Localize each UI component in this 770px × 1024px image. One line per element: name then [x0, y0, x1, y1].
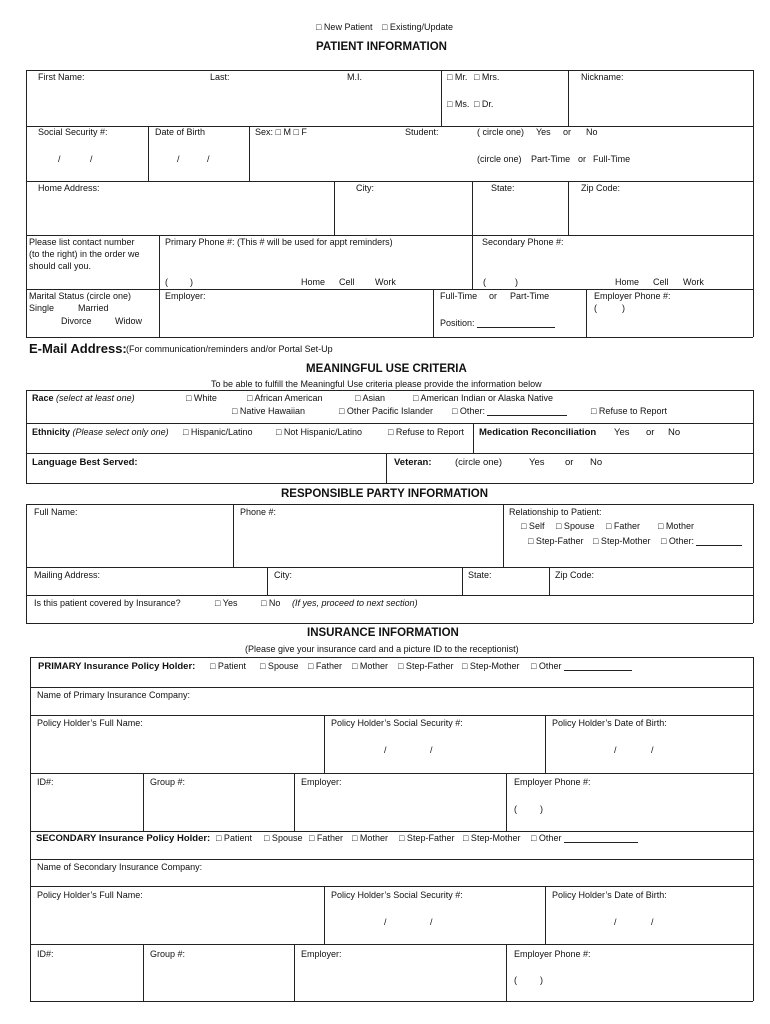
insurance-yes[interactable]: □ Yes — [215, 598, 238, 608]
dob-slash: / — [614, 917, 617, 927]
relationship-father[interactable]: □ Father — [606, 521, 640, 531]
primary-holder-father[interactable]: □ Father — [308, 661, 342, 671]
insurance-note: (If yes, proceed to next section) — [292, 598, 418, 608]
paren: ( — [514, 804, 517, 814]
primary-holder-other[interactable] — [531, 662, 632, 671]
student-no[interactable]: No — [586, 127, 598, 137]
race-asian[interactable]: □ Asian — [355, 393, 385, 403]
last-name-label: Last: — [210, 72, 230, 82]
paren: ) — [540, 804, 543, 814]
secondary-holder-name-label: Policy Holder’s Full Name: — [37, 890, 143, 900]
meaningful-use-title: MEANINGFUL USE CRITERIA — [306, 363, 467, 375]
nickname-label: Nickname: — [581, 72, 624, 82]
home-address-label: Home Address: — [38, 183, 100, 193]
paren: ) — [515, 277, 518, 287]
rp-state-label: State: — [468, 570, 492, 580]
relationship-other[interactable] — [661, 537, 742, 546]
marital-status-label: Marital Status (circle one) — [29, 291, 132, 301]
rp-phone-label: Phone #: — [240, 507, 277, 517]
student-yes[interactable]: Yes — [536, 127, 551, 137]
secondary-holder-spouse[interactable]: □ Spouse — [264, 833, 303, 843]
paren: ( — [514, 975, 517, 985]
ethnicity-refuse[interactable]: □ Refuse to Report — [388, 427, 464, 437]
paren: ) — [540, 975, 543, 985]
position-label-text: Position: — [440, 318, 475, 328]
home-phone-option[interactable]: Home — [301, 277, 326, 287]
primary-employer-label: Employer: — [301, 777, 342, 787]
middle-initial-label: M.I. — [347, 72, 362, 82]
primary-employer-phone-label: Employer Phone #: — [514, 777, 591, 787]
cell-phone-option[interactable]: Cell — [339, 277, 355, 287]
paren: ( — [594, 303, 597, 313]
mrs-checkbox[interactable]: □ Mrs. — [474, 72, 500, 82]
existing-update-checkbox[interactable]: □ Existing/Update — [382, 22, 453, 32]
insurance-no[interactable]: □ No — [261, 598, 281, 608]
dr-checkbox[interactable]: □ Dr. — [474, 99, 494, 109]
dob-slash: / — [177, 154, 180, 164]
primary-holder-name-label: Policy Holder’s Full Name: — [37, 718, 143, 728]
rp-zip-label: Zip Code: — [555, 570, 595, 580]
dob-slash: / — [614, 745, 617, 755]
enrollment-circle-one: (circle one) — [477, 154, 522, 164]
ethnicity-hispanic[interactable]: □ Hispanic/Latino — [183, 427, 253, 437]
relationship-mother[interactable]: □ Mother — [658, 521, 694, 531]
medication-reconciliation-label: Medication Reconciliation — [479, 427, 597, 438]
primary-holder-other-text: □ Other — [531, 661, 562, 671]
veteran-label: Veteran: — [394, 457, 432, 468]
race-other-line[interactable] — [487, 407, 567, 416]
relationship-self[interactable]: □ Self — [521, 521, 545, 531]
contact-instructions-line: should call you. — [29, 261, 92, 271]
secondary-employer-phone-label: Employer Phone #: — [514, 949, 591, 959]
relationship-other-line[interactable] — [696, 537, 742, 546]
employer-label: Employer: — [165, 291, 206, 301]
race-white[interactable]: □ White — [186, 393, 217, 403]
marital-married[interactable]: Married — [78, 303, 109, 313]
med-rec-or: or — [646, 427, 655, 438]
patient-information-title: PATIENT INFORMATION — [316, 41, 447, 53]
primary-group-label: Group #: — [150, 777, 186, 787]
insurance-title: INSURANCE INFORMATION — [307, 627, 459, 639]
med-rec-no[interactable]: No — [668, 427, 681, 438]
insurance-subtitle: (Please give your insurance card and a picture ID to the receptionist) — [245, 644, 519, 654]
ms-checkbox[interactable]: □ Ms. — [447, 99, 470, 109]
work-phone-option[interactable]: Work — [683, 277, 704, 287]
marital-widow[interactable]: Widow — [115, 316, 143, 326]
primary-holder-step-mother[interactable]: □ Step-Mother — [462, 661, 520, 671]
relationship-step-mother[interactable]: □ Step-Mother — [593, 536, 651, 546]
ethnicity-label-text: Ethnicity — [32, 427, 71, 437]
student-circle-one: ( circle one) — [477, 127, 525, 137]
secondary-holder-other-line[interactable] — [564, 834, 638, 843]
employment-part-time[interactable]: Part-Time — [510, 291, 550, 301]
employer-phone-label: Employer Phone #: — [594, 291, 671, 301]
mailing-address-label: Mailing Address: — [34, 570, 101, 580]
dob-slash: / — [651, 745, 654, 755]
primary-holder-other-line[interactable] — [564, 662, 632, 671]
city-label: City: — [356, 183, 374, 193]
secondary-company-label: Name of Secondary Insurance Company: — [37, 862, 203, 872]
primary-holder-step-father[interactable]: □ Step-Father — [398, 661, 454, 671]
rp-full-name-label: Full Name: — [34, 507, 78, 517]
race-other-text: □ Other: — [452, 406, 485, 416]
marital-single[interactable]: Single — [29, 303, 55, 313]
med-rec-yes[interactable]: Yes — [614, 427, 630, 438]
secondary-holder-dob-label: Policy Holder’s Date of Birth: — [552, 890, 667, 900]
insurance-question: Is this patient covered by Insurance? — [34, 598, 181, 608]
secondary-holder-step-mother[interactable]: □ Step-Mother — [463, 833, 521, 843]
home-phone-option[interactable]: Home — [615, 277, 640, 287]
secondary-holder-ssn-label: Policy Holder’s Social Security #: — [331, 890, 463, 900]
secondary-holder-step-father[interactable]: □ Step-Father — [399, 833, 455, 843]
marital-divorce[interactable]: Divorce — [61, 316, 92, 326]
secondary-group-label: Group #: — [150, 949, 186, 959]
employment-or: or — [489, 291, 498, 301]
ssn-slash: / — [384, 745, 387, 755]
meaningful-use-subtitle: To be able to fulfill the Meaningful Use criteria please provide the information below — [211, 379, 542, 389]
primary-holder-dob-label: Policy Holder’s Date of Birth: — [552, 718, 667, 728]
secondary-holder-other-text: □ Other — [531, 833, 562, 843]
responsible-party-title: RESPONSIBLE PARTY INFORMATION — [281, 488, 489, 500]
employment-full-time[interactable]: Full-Time — [440, 291, 478, 301]
student-label: Student: — [405, 127, 439, 137]
email-label: E-Mail Address: — [29, 341, 127, 356]
student-or: or — [563, 127, 572, 137]
relationship-label: Relationship to Patient: — [509, 507, 602, 517]
primary-holder-spouse[interactable]: □ Spouse — [260, 661, 299, 671]
race-other[interactable] — [452, 407, 567, 416]
primary-holder-ssn-label: Policy Holder’s Social Security #: — [331, 718, 463, 728]
secondary-employer-label: Employer: — [301, 949, 342, 959]
position-line[interactable] — [477, 319, 555, 328]
ethnicity-not-hispanic[interactable]: □ Not Hispanic/Latino — [276, 427, 362, 437]
race-refuse[interactable]: □ Refuse to Report — [591, 406, 667, 416]
paren: ( — [165, 277, 168, 287]
veteran-no[interactable]: No — [590, 457, 603, 468]
race-american-indian[interactable]: □ American Indian or Alaska Native — [413, 393, 554, 403]
secondary-holder-label: SECONDARY Insurance Policy Holder: — [36, 833, 211, 844]
primary-holder-mother[interactable]: □ Mother — [352, 661, 388, 671]
new-patient-checkbox[interactable]: □ New Patient — [316, 22, 373, 32]
cell-phone-option[interactable]: Cell — [653, 277, 669, 287]
mr-checkbox[interactable]: □ Mr. — [447, 72, 468, 82]
state-label: State: — [491, 183, 515, 193]
dob-slash: / — [651, 917, 654, 927]
position-label — [440, 319, 555, 328]
race-label — [32, 394, 135, 403]
language-label: Language Best Served: — [32, 457, 138, 468]
work-phone-option[interactable]: Work — [375, 277, 396, 287]
full-time-option[interactable]: Full-Time — [593, 154, 631, 164]
contact-instructions-line: (to the right) in the order we — [29, 249, 140, 259]
veteran-or: or — [565, 457, 574, 468]
ssn-slash: / — [90, 154, 93, 164]
ssn-label: Social Security #: — [38, 127, 108, 137]
relationship-other-text: □ Other: — [661, 536, 694, 546]
part-time-option[interactable]: Part-Time — [531, 154, 571, 164]
sex-checkboxes[interactable]: Sex: □ M □ F — [255, 127, 307, 137]
race-pacific-islander[interactable]: □ Other Pacific Islander — [339, 406, 433, 416]
enrollment-or: or — [578, 154, 587, 164]
relationship-spouse[interactable]: □ Spouse — [556, 521, 595, 531]
primary-company-label: Name of Primary Insurance Company: — [37, 690, 191, 700]
race-native-hawaiian[interactable]: □ Native Hawaiian — [232, 406, 305, 416]
paren: ( — [483, 277, 486, 287]
veteran-circle-one: (circle one) — [455, 457, 502, 468]
ssn-slash: / — [384, 917, 387, 927]
dob-slash: / — [207, 154, 210, 164]
dob-label: Date of Birth — [155, 127, 206, 137]
paren: ) — [622, 303, 625, 313]
secondary-holder-mother[interactable]: □ Mother — [352, 833, 388, 843]
paren: ) — [190, 277, 193, 287]
ethnicity-note: (Please select only one) — [72, 427, 169, 437]
secondary-phone-label: Secondary Phone #: — [482, 237, 564, 247]
race-african-american[interactable]: □ African American — [247, 393, 323, 403]
secondary-holder-father[interactable]: □ Father — [309, 833, 343, 843]
relationship-step-father[interactable]: □ Step-Father — [528, 536, 584, 546]
secondary-holder-other[interactable] — [531, 834, 638, 843]
secondary-id-label: ID#: — [37, 949, 54, 959]
ssn-slash: / — [430, 745, 433, 755]
secondary-holder-patient[interactable]: □ Patient — [216, 833, 252, 843]
ssn-slash: / — [58, 154, 61, 164]
first-name-label: First Name: — [38, 72, 85, 82]
primary-phone-label: Primary Phone #: (This # will be used for appt reminders) — [165, 237, 393, 247]
email-note: (For communication/reminders and/or Portal Set-Up — [126, 344, 333, 354]
contact-instructions-line: Please list contact number — [29, 237, 135, 247]
ssn-slash: / — [430, 917, 433, 927]
race-label-text: Race — [32, 393, 54, 403]
rp-city-label: City: — [274, 570, 292, 580]
veteran-yes[interactable]: Yes — [529, 457, 545, 468]
primary-holder-label: PRIMARY Insurance Policy Holder: — [38, 661, 196, 672]
primary-holder-patient[interactable]: □ Patient — [210, 661, 246, 671]
race-note: (select at least one) — [56, 393, 135, 403]
zip-label: Zip Code: — [581, 183, 621, 193]
primary-id-label: ID#: — [37, 777, 54, 787]
ethnicity-label — [32, 428, 169, 437]
